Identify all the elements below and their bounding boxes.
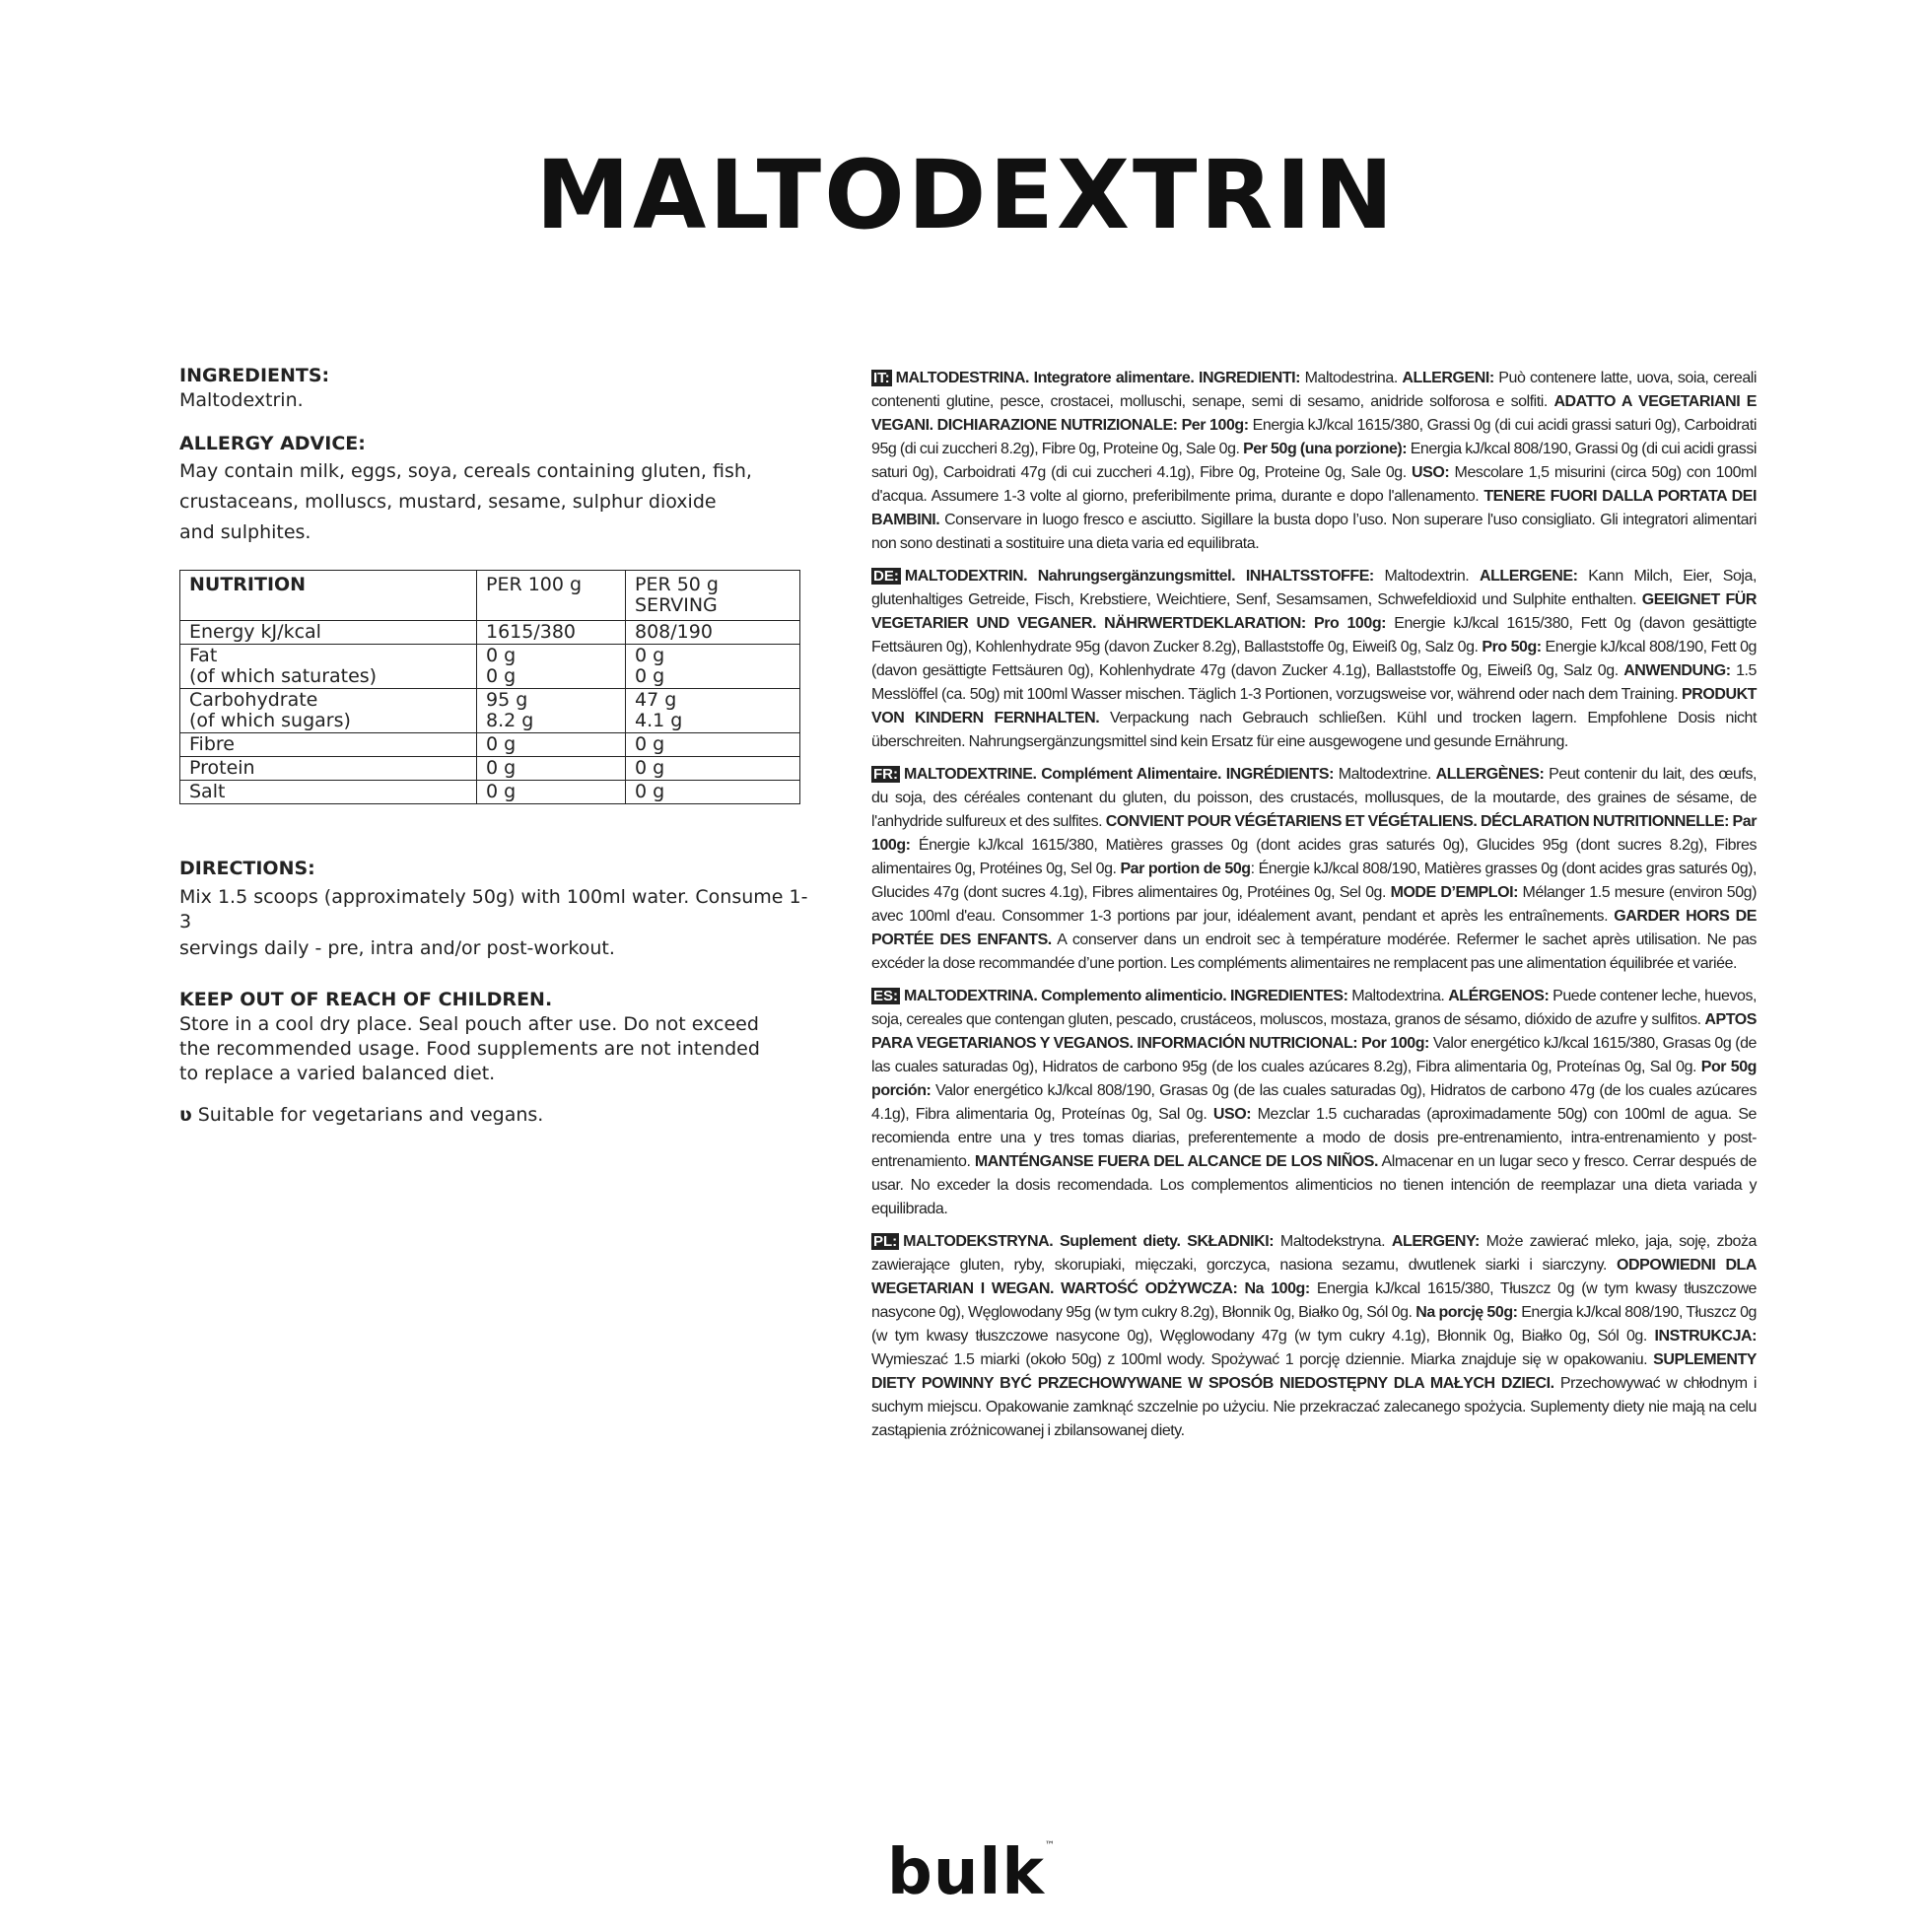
translation-bold-text: MALTODEKSTRYNA. Suplement diety. SKŁADNIKI: — [903, 1233, 1275, 1250]
nutrient-name-line: Fat — [189, 645, 218, 666]
language-code-badge: IT: — [873, 370, 890, 386]
translation-text: A conserver dans un endroit sec à température modérée. Refermer le sachet après utilisation. Ne pas excéder la dose recommandée d’une portion. Les compléments alimentaires ne remplacent pas une alimentation équilibrée et variée. — [871, 932, 1757, 972]
translation-bold-text: Per 50g (una porzione): — [1243, 441, 1408, 457]
ingredients-heading: INGREDIENTS: — [179, 365, 330, 386]
translation-text: Maltodextrine. — [1333, 766, 1436, 783]
value-line: 47 g — [635, 689, 677, 711]
directions-line: servings daily - pre, intra and/or post-workout. — [179, 937, 615, 959]
per-50g-value: 0 g — [626, 757, 800, 781]
translation-bold-text: USO: — [1212, 1106, 1252, 1123]
nutrition-row — [180, 621, 800, 645]
translation-bold-text: ALLERGÈNES: — [1435, 766, 1545, 783]
per-100g-value — [477, 689, 626, 733]
per-100g-value: 0 g — [477, 733, 626, 757]
translation-text: Energia kJ/kcal 808/190, Tłuszcz 0g (w tym kwasy tłuszczowe nasycone 0g), Węglowodany 47g (w tym cukry 4.1g), Błonnik 0g, Białko 0g, Sól 0g. — [871, 1304, 1757, 1345]
directions-heading: DIRECTIONS: — [179, 858, 315, 879]
translation-bold-text: CONVIENT POUR VÉGÉTARIENS ET VÉGÉTALIENS. DÉCLARATION NUTRITIONNELLE: Par 100g: — [871, 813, 1757, 854]
translation-text: Peut contenir du lait, des œufs, du soja, des céréales contenant du gluten, du poisson, des crustacés, mollusques, de la moutarde, des graines de sésame, de l'anhydride sulfureux et des sulfites. — [871, 766, 1757, 830]
translation-text: 1.5 Messlöffel (ca. 50g) mit 100ml Wasser mischen. Täglich 1-3 Portionen, vorzugsweise vor, während oder nach dem Training. — [871, 662, 1757, 703]
translation-bold-text: MALTODEXTRINE. Complément Alimentaire. INGRÉDIENTS: — [904, 766, 1334, 783]
translation-bold-text: APTOS PARA VEGETARIANOS Y VEGANOS. INFORMACIÓN NUTRICIONAL: Por 100g: — [871, 1011, 1757, 1052]
translation-text: Mescolare 1,5 misurini (circa 50g) con 100ml d'acqua. Assumere 1-3 volte al giorno, preferibilmente prima, durante e dopo l'allenamento. — [871, 464, 1758, 505]
per-100g-value — [477, 645, 626, 689]
translation-text: Energie kJ/kcal 808/190, Fett 0g (davon gesättigte Fettsäuren 0g), Kohlenhydrate 47g (davon Zucker 4.1g), Ballaststoffe 0g, Eiweiß 0g, Salz 0g. — [871, 639, 1758, 679]
translation-text: Maltodextrin. — [1373, 568, 1480, 585]
translation-text: Wymieszać 1.5 miarki (około 50g) z 100ml wody. Spożywać 1 porcję dziennie. Miarka znajduje się w opakowaniu. — [871, 1351, 1654, 1368]
value-line: 4.1 g — [635, 710, 683, 731]
translation-bold-text: PRODUKT VON KINDERN FERNHALTEN. — [871, 686, 1757, 726]
language-code-badge: FR: — [873, 766, 898, 783]
nutrition-table — [179, 570, 800, 804]
value-line: 0 g — [635, 665, 665, 687]
translation-bold-text: Par portion de 50g — [1120, 861, 1251, 877]
translation-bold-text: INSTRUKCJA: — [1654, 1328, 1757, 1345]
translation-bold-text: ODPOWIEDNI DLA WEGETARIAN I WEGAN. WARTOŚĆ ODŻYWCZA: Na 100g: — [871, 1257, 1757, 1297]
translation-block — [871, 763, 1757, 976]
nutrient-name-line: Carbohydrate — [189, 689, 318, 711]
translation-text: Energia kJ/kcal 808/190, Grassi 0g (di cui acidi grassi saturi 0g), Carboidrati 47g (di cui zuccheri 4.1g), Fibre 0g, Proteine 0g, Sale 0g. — [871, 441, 1758, 481]
translation-text: Maltodextrina. — [1347, 988, 1449, 1004]
translation-text: Puede contener leche, huevos, soja, cereales que contengan gluten, pescado, crustáceos, moluscos, mostaza, granos de sésamo, dióxido de azufre y sulfitos. — [871, 988, 1757, 1028]
translation-bold-text: MALTODESTRINA. Integratore alimentare. INGREDIENTI: — [895, 370, 1301, 386]
nutrition-header-row — [180, 571, 800, 621]
translation-bold-text: USO: — [1412, 464, 1450, 481]
vegan-statement — [179, 1102, 810, 1128]
allergy-line: May contain milk, eggs, soya, cereals containing gluten, fish, — [179, 460, 752, 482]
value-line: 0 g — [486, 645, 517, 666]
translation-text: Valor energético kJ/kcal 1615/380, Grasas 0g (de las cuales saturadas 0g), Hidratos de carbono 95g (de los cuales azúcares 8.2g), Fibra alimentaria 0g, Proteínas 0g, Sal 0g. — [871, 1035, 1757, 1075]
keep-out-line: to replace a varied balanced diet. — [179, 1063, 496, 1084]
keep-out-heading: KEEP OUT OF REACH OF CHILDREN. — [179, 989, 553, 1010]
translation-bold-text: MALTODEXTRIN. Nahrungsergänzungsmittel. INHALTSSTOFFE: — [904, 568, 1374, 585]
nutrition-row — [180, 757, 800, 781]
translation-bold-text: MALTODEXTRINA. Complemento alimenticio. INGREDIENTES: — [904, 988, 1348, 1004]
keep-out-line: Store in a cool dry place. Seal pouch after use. Do not exceed — [179, 1013, 759, 1035]
translation-bold-text: ALLERGENI: — [1402, 370, 1494, 386]
translation-text: Énergie kJ/kcal 1615/380, Matières grasses 0g (dont acides gras saturés 0g), Glucides 95g (dont sucres 8.2g), Fibres alimentaires 0g, Protéines 0g, Sel 0g. — [871, 837, 1757, 877]
translation-text: Energia kJ/kcal 1615/380, Tłuszcz 0g (w tym kwasy tłuszczowe nasycone 0g), Węglowodany 95g (w tym cukry 8.2g), Błonnik 0g, Białko 0g, Sól 0g. — [871, 1280, 1757, 1321]
translation-text: Verpackung nach Gebrauch schließen. Kühl und trocken lagern. Empfohlene Dosis nicht überschreiten. Nahrungsergänzungsmittel sind kein Ersatz für eine ausgewogene und gesunde Ernährung. — [871, 710, 1757, 750]
allergy-line: and sulphites. — [179, 521, 311, 543]
nutrient-name — [180, 689, 477, 733]
per-100g-value: 0 g — [477, 757, 626, 781]
nutrient-name: Energy kJ/kcal — [180, 621, 477, 645]
translation-text: Può contenere latte, uova, soia, cereali contenenti glutine, pesce, crostacei, molluschi, senape, semi di sesamo, anidride solforosa e solfiti. — [871, 370, 1757, 410]
nutrient-name: Salt — [180, 781, 477, 804]
per-50g-value: 0 g — [626, 781, 800, 804]
translation-bold-text: MANTÉNGANSE FUERA DEL ALCANCE DE LOS NIÑOS. — [974, 1153, 1379, 1170]
translation-bold-text: GEEIGNET FÜR VEGETARIER UND VEGANER. NÄHRWERTDEKLARATION: Pro 100g: — [871, 591, 1757, 632]
vegan-text: Suitable for vegetarians and vegans. — [197, 1104, 544, 1126]
translation-block — [871, 1230, 1757, 1443]
translation-text: Maltodestrina. — [1300, 370, 1403, 386]
translation-bold-text: Na porcję 50g: — [1415, 1304, 1518, 1321]
language-code-badge: DE: — [873, 568, 899, 585]
nutrient-name: Protein — [180, 757, 477, 781]
nutrition-row — [180, 645, 800, 689]
translation-text: Może zawierać mleko, jaja, soję, zboża zawierające gluten, ryby, skorupiaki, mięczaki, gorczyca, nasiona sezamu, dwutlenek siarki i siarczyny. — [871, 1233, 1757, 1274]
nutrition-header-cell: PER 100 g — [477, 571, 626, 621]
translation-bold-text: TENERE FUORI DALLA PORTATA DEI BAMBINI. — [871, 488, 1757, 528]
per-50g-value — [626, 645, 800, 689]
nutrition-row — [180, 781, 800, 804]
translation-bold-text: Pro 50g: — [1482, 639, 1542, 656]
language-code-badge: PL: — [873, 1233, 898, 1250]
per-50g-value: 0 g — [626, 733, 800, 757]
translation-block — [871, 985, 1757, 1221]
translation-bold-text: ALÉRGENOS: — [1448, 988, 1550, 1004]
directions-line: Mix 1.5 scoops (approximately 50g) with 100ml water. Consume 1-3 — [179, 886, 808, 932]
product-title: MALTODEXTRIN — [535, 140, 1397, 250]
vegan-v-icon: ʋ — [179, 1104, 192, 1126]
per-100g-value: 0 g — [477, 781, 626, 804]
translation-text: Przechowywać w chłodnym i suchym miejscu. Opakowanie zamknąć szczelnie po użyciu. Nie przekraczać zalecanego spożycia. Suplementy diety nie mają na celu zastąpienia zróżnicowanej i zbilansowanej diety. — [871, 1375, 1758, 1439]
per-50g-value — [626, 689, 800, 733]
translation-text: Mélanger 1.5 mesure (environ 50g) avec 100ml d'eau. Consommer 1-3 portions par jour, idéalement avant, pendant et après les entraînements. — [871, 884, 1757, 925]
language-code-badge: ES: — [873, 988, 899, 1004]
nutrient-name: Fibre — [180, 733, 477, 757]
nutrition-row — [180, 689, 800, 733]
translation-text: Energia kJ/kcal 1615/380, Grassi 0g (di cui acidi grassi saturi 0g), Carboidrati 95g (di cui zuccheri 8.2g), Fibre 0g, Proteine 0g, Sale 0g. — [871, 417, 1757, 457]
nutrition-header-cell: NUTRITION — [180, 571, 477, 621]
translation-text: Valor energético kJ/kcal 808/190, Grasas 0g (de las cuales saturadas 0g), Hidratos de carbono 47g (de los cuales azúcares 4.1g), Fibra alimentaria 0g, Proteínas 0g, Sal 0g. — [871, 1082, 1757, 1123]
translation-block — [871, 367, 1757, 556]
nutrition-header-cell: PER 50 g SERVING — [626, 571, 800, 621]
value-line: 0 g — [486, 665, 517, 687]
translation-text: Kann Milch, Eier, Soja, glutenhaltiges Getreide, Fisch, Krebstiere, Weichtiere, Senf, Sesamsamen, Schwefeldioxid und Sulphite enthalten. — [871, 568, 1757, 608]
translation-bold-text: GARDER HORS DE PORTÉE DES ENFANTS. — [871, 908, 1757, 948]
allergy-line: crustaceans, molluscs, mustard, sesame, sulphur dioxide — [179, 491, 717, 513]
nutrient-name-line: (of which sugars) — [189, 710, 351, 731]
nutrient-name-line: (of which saturates) — [189, 665, 378, 687]
per-50g-value: 808/190 — [626, 621, 800, 645]
translation-text: Maltodekstryna. — [1274, 1233, 1392, 1250]
translation-text: Conservare in luogo fresco e asciutto. Sigillare la busta dopo l’uso. Non superare l'uso consigliato. Gli integratori alimentari non sono destinati a sostituire una dieta varia ed equilibrata. — [871, 512, 1757, 552]
allergy-heading: ALLERGY ADVICE: — [179, 433, 366, 454]
nutrition-row — [180, 733, 800, 757]
value-line: 8.2 g — [486, 710, 534, 731]
english-label-column — [179, 363, 810, 1128]
translation-bold-text: ALERGENY: — [1391, 1233, 1480, 1250]
translation-bold-text: Por 50g porción: — [871, 1059, 1757, 1099]
bulk-logo — [887, 1836, 1056, 1909]
ingredients-text: Maltodextrin. — [179, 389, 304, 411]
per-100g-value: 1615/380 — [477, 621, 626, 645]
nutrient-name — [180, 645, 477, 689]
translation-text: : Énergie kJ/kcal 808/190, Matières grasses 0g (dont acides gras saturés 0g), Glucides 47g (dont sucres 4.1g), Fibres alimentaires 0g, Protéines 0g, Sel 0g. — [871, 861, 1758, 901]
translation-text: Almacenar en un lugar seco y fresco. Cerrar después de usar. No exceder la dosis recomendada. Los complementos alimenticios no tienen intención de reemplazar una dieta variada y equilibrada. — [871, 1153, 1757, 1217]
translation-bold-text: ADATTO A VEGETARIANI E VEGANI. DICHIARAZIONE NUTRIZIONALE: Per 100g: — [871, 393, 1758, 434]
translation-bold-text: SUPLEMENTY DIETY POWINNY BYĆ PRZECHOWYWANE W SPOSÓB NIEDOSTĘPNY DLA MAŁYCH DZIECI. — [871, 1351, 1757, 1392]
translation-text: Mezclar 1.5 cucharadas (aproximadamente 50g) con 100ml de agua. Se recomienda entre una y tres tomas diarias, preferentemente a modo de dosis pre-entrenamiento, intra-entrenamiento y post-entrenamiento. — [871, 1106, 1757, 1170]
logo-text: bulk — [887, 1836, 1045, 1909]
value-line: 0 g — [635, 645, 665, 666]
translation-bold-text: MODE D’EMPLOI: — [1390, 884, 1518, 901]
translation-bold-text: ALLERGENE: — [1479, 568, 1578, 585]
translation-bold-text: ANWENDUNG: — [1623, 662, 1731, 679]
translation-text: Energie kJ/kcal 1615/380, Fett 0g (davon gesättigte Fettsäuren 0g), Kohlenhydrate 95g (davon Zucker 8.2g), Ballaststoffe 0g, Eiweiß 0g, Salz 0g. — [871, 615, 1757, 656]
trademark-symbol: ™ — [1044, 1840, 1056, 1851]
keep-out-line: the recommended usage. Food supplements are not intended — [179, 1038, 760, 1060]
translation-block — [871, 565, 1757, 754]
value-line: 95 g — [486, 689, 528, 711]
translations-column — [871, 367, 1757, 1452]
